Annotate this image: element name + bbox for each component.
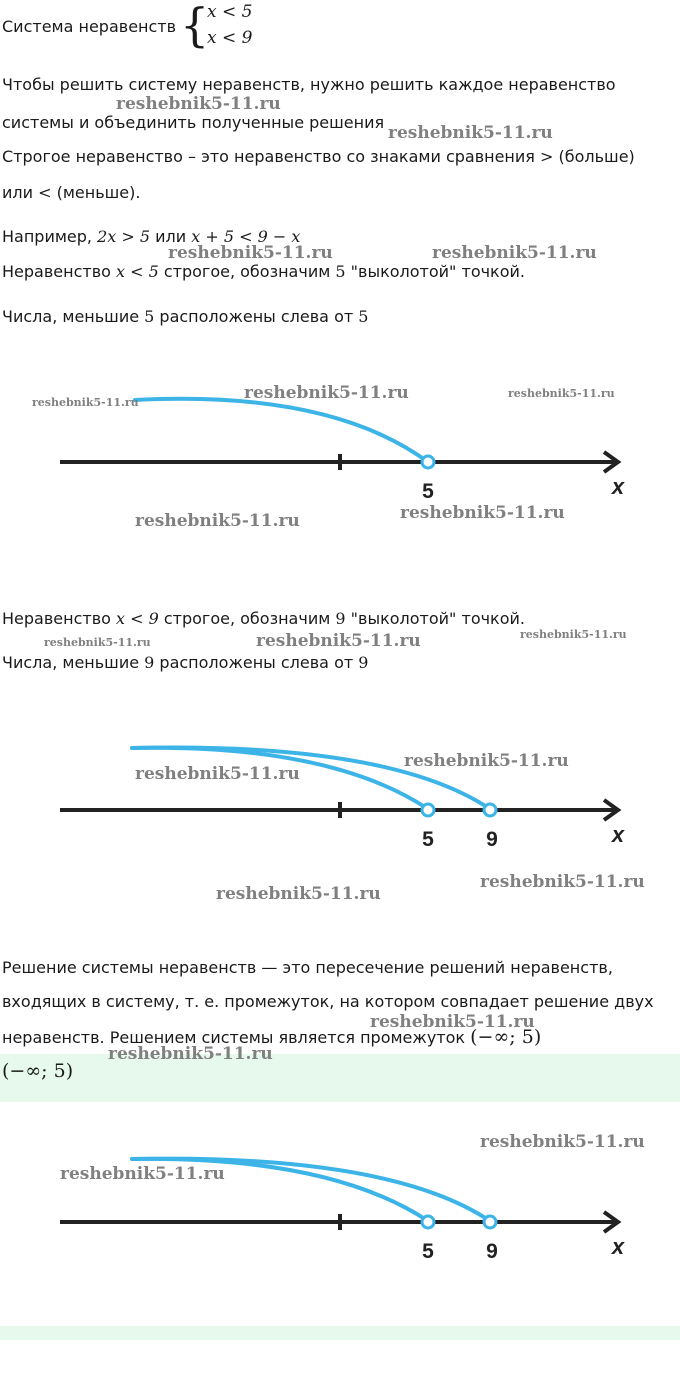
system-label: Система неравенств (2, 17, 177, 36)
text-span: "выколотой" точкой. (345, 262, 525, 281)
text-line-1: Чтобы решить систему неравенств, нужно решить каждое неравенство (2, 75, 616, 94)
watermark: reshebnik5-11.ru (432, 243, 597, 263)
math-number: 9 (335, 609, 346, 628)
text-span: строгое, обозначим (158, 262, 336, 281)
less-than-5-line (2, 306, 368, 328)
math-number: 5 (335, 262, 346, 281)
watermark: reshebnik5-11.ru (168, 243, 333, 263)
answer-interval: (−∞; 5) (2, 1060, 74, 1082)
watermark: reshebnik5-11.ru (256, 631, 421, 651)
point-label-5: 5 (422, 480, 434, 503)
watermark: reshebnik5-11.ru (388, 123, 553, 143)
watermark: reshebnik5-11.ru (400, 503, 565, 523)
open-point-5 (422, 456, 434, 468)
point-label-9: 9 (486, 1240, 498, 1263)
text-span: неравенств. Решением системы является промежуток (2, 1028, 471, 1047)
less-than-9-line (2, 652, 368, 674)
solution-arc-5 (135, 399, 428, 462)
text-span: Строгое неравенство – это неравенство со знаками сравнения (2, 147, 540, 166)
inequality-9-line (2, 608, 525, 630)
text-span: строгое, обозначим (158, 609, 336, 628)
text-span: Числа, меньшие (2, 307, 145, 326)
system-row-1: x < 5 (207, 2, 253, 22)
text-span: расположены слева от (154, 307, 359, 326)
number-line-graph-2 (0, 730, 680, 860)
open-point-9 (484, 804, 496, 816)
system-brace: { (180, 0, 210, 52)
bottom-highlight-strip (0, 1326, 680, 1340)
answer-box (0, 1054, 680, 1102)
text-span: Неравенство (2, 609, 116, 628)
math-expression: x < 5 (116, 262, 159, 281)
axis-label-x: x (611, 1234, 625, 1259)
watermark: reshebnik5-11.ru (135, 511, 300, 531)
watermark: reshebnik5-11.ru (244, 383, 409, 403)
watermark: reshebnik5-11.ru (116, 94, 281, 114)
text-span: или (2, 183, 39, 202)
watermark: reshebnik5-11.ru (520, 628, 627, 641)
text-span: Например, (2, 227, 98, 246)
watermark: reshebnik5-11.ru (480, 872, 645, 892)
watermark: reshebnik5-11.ru (108, 1044, 273, 1064)
strict-definition-2 (2, 182, 140, 204)
number-line-graph-3 (0, 1142, 680, 1272)
math-symbol: > (540, 147, 554, 166)
open-point-5 (422, 1216, 434, 1228)
point-label-5: 5 (422, 828, 434, 851)
watermark: reshebnik5-11.ru (44, 636, 151, 649)
watermark: reshebnik5-11.ru (32, 396, 139, 409)
watermark: reshebnik5-11.ru (370, 1012, 535, 1032)
text-line-2: системы и объединить полученные решения (2, 113, 385, 132)
strict-definition (2, 146, 635, 168)
text-span: Неравенство (2, 262, 116, 281)
system-row-2: x < 9 (207, 28, 253, 48)
text-span: или (150, 227, 192, 246)
watermark: reshebnik5-11.ru (404, 751, 569, 771)
watermark: reshebnik5-11.ru (216, 884, 381, 904)
math-expression: 2x > 5 (97, 227, 151, 246)
open-point-9 (484, 1216, 496, 1228)
axis-label-x: x (611, 822, 625, 847)
watermark: reshebnik5-11.ru (60, 1164, 225, 1184)
math-expression: x < 9 (116, 609, 159, 628)
text-span: "выколотой" точкой. (345, 609, 525, 628)
text-span: (больше) (553, 147, 635, 166)
point-label-5: 5 (422, 1240, 434, 1263)
conclusion-line-2: входящих в систему, т. е. промежуток, на котором совпадает решение двух (2, 992, 654, 1011)
text-span: расположены слева от (154, 653, 359, 672)
math-interval: (−∞; 5) (470, 1026, 542, 1048)
point-label-9: 9 (486, 828, 498, 851)
inequality-5-line (2, 261, 525, 283)
math-expression: x + 5 < 9 − x (191, 227, 301, 246)
math-symbol: < (38, 183, 52, 202)
watermark: reshebnik5-11.ru (480, 1132, 645, 1152)
open-point-5 (422, 804, 434, 816)
axis-label-x: x (611, 474, 625, 499)
text-span: Числа, меньшие (2, 653, 145, 672)
text-span: (меньше). (51, 183, 141, 202)
watermark: reshebnik5-11.ru (508, 387, 615, 400)
math-number: 5 (144, 307, 155, 326)
math-number: 9 (358, 653, 369, 672)
math-number: 5 (358, 307, 369, 326)
watermark: reshebnik5-11.ru (135, 764, 300, 784)
conclusion-line-1: Решение системы неравенств — это пересечение решений неравенств, (2, 958, 613, 977)
math-number: 9 (144, 653, 155, 672)
